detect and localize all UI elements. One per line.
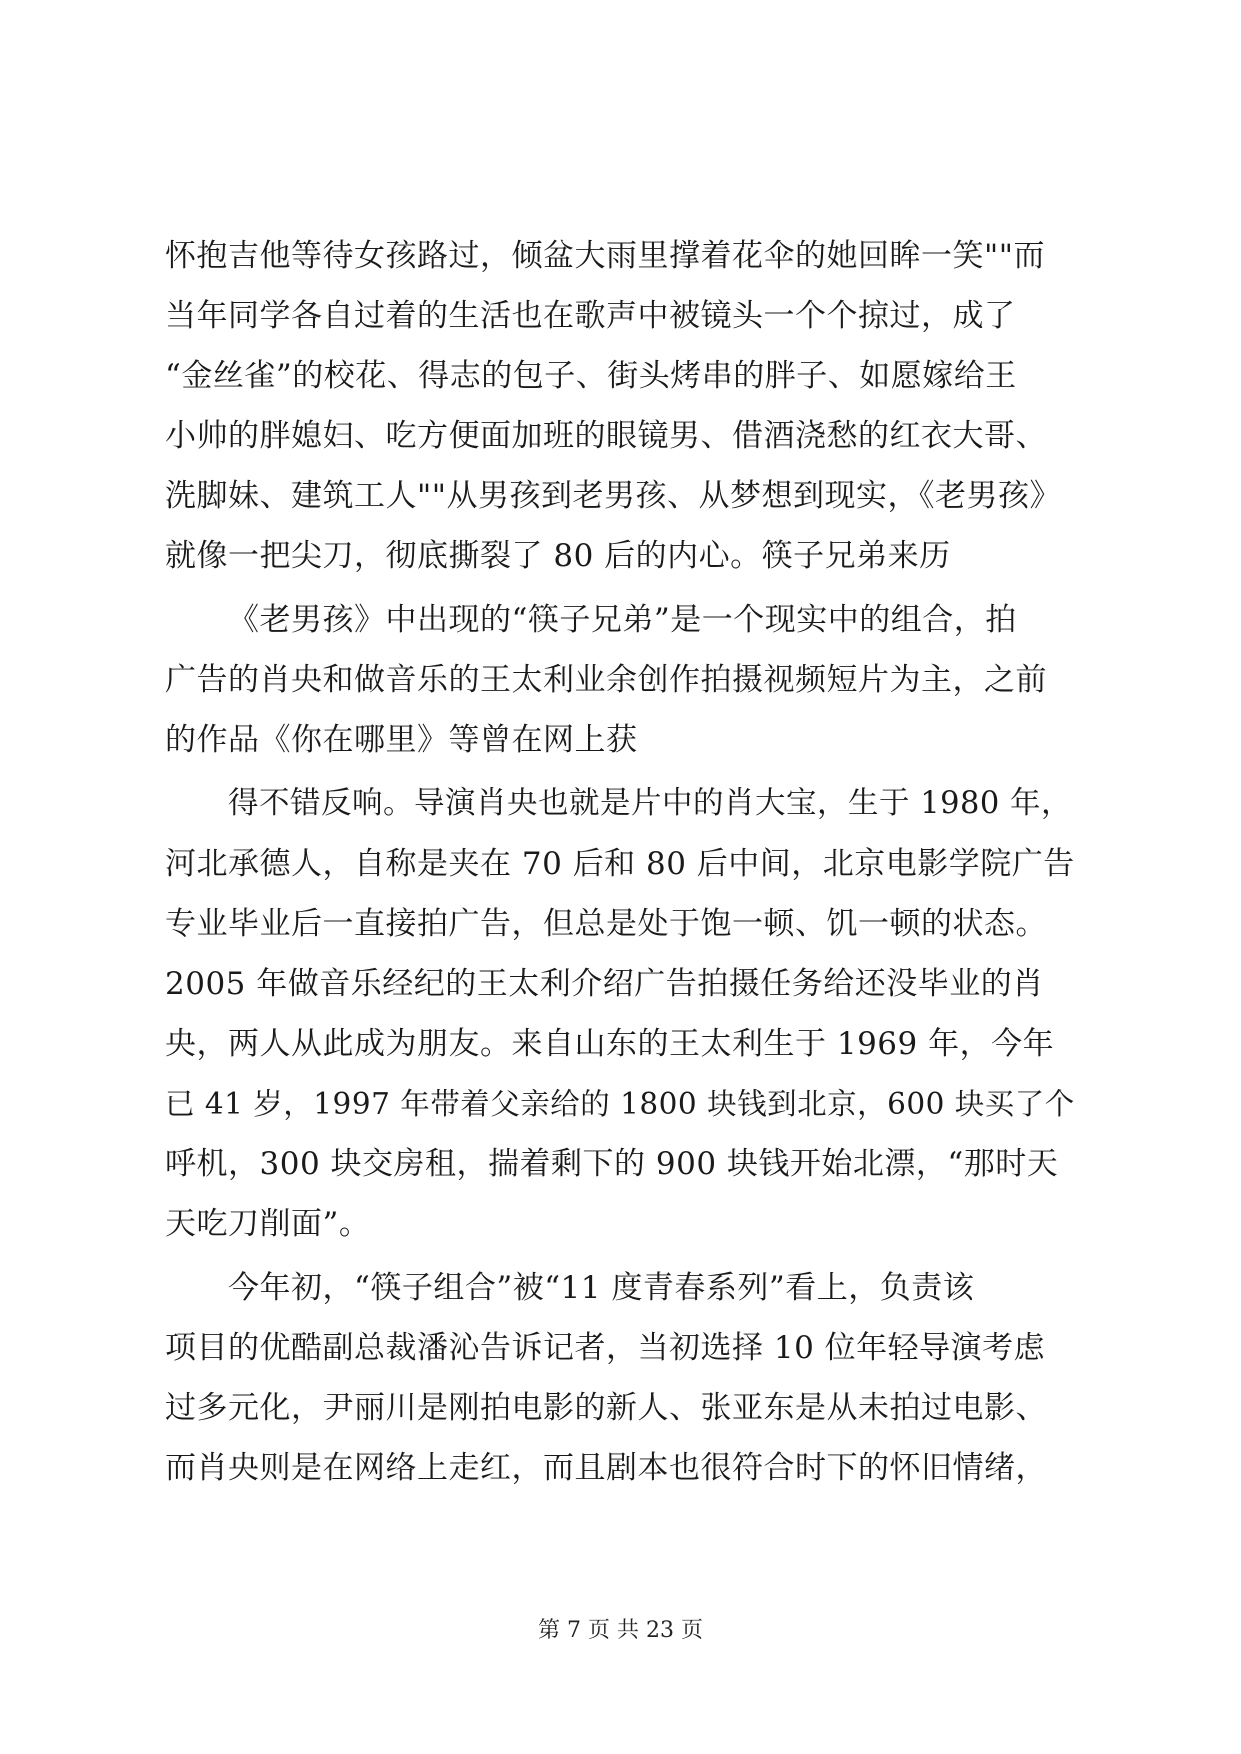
text-line: 已 41 岁，1997 年带着父亲给的 1800 块钱到北京，600 块买了个	[165, 1087, 1075, 1121]
text-line: “金丝雀”的校花、得志的包子、街头烤串的胖子、如愿嫁给王	[165, 358, 1017, 394]
text-line: 得不错反响。导演肖央也就是片中的肖大宝，生于 1980 年，	[228, 786, 1073, 821]
text-line: 《老男孩》中出现的“筷子兄弟”是一个现实中的组合，拍	[228, 602, 1017, 638]
text-line: 过多元化，尹丽川是刚拍电影的新人、张亚东是从未拍过电影、	[165, 1390, 1047, 1426]
page-number: 第 7 页 共 23 页	[538, 1618, 703, 1643]
paragraph-3	[165, 774, 1085, 1254]
text-line: 天吃刀削面”。	[165, 1206, 371, 1242]
text-line: 而肖央则是在网络上走红，而且剧本也很符合时下的怀旧情绪，	[165, 1450, 1047, 1486]
text-line: 2005 年做音乐经纪的王太利介绍广告拍摄任务给还没毕业的肖	[165, 966, 1044, 1002]
text-line: 今年初，“筷子组合”被“11 度青春系列”看上，负责该	[228, 1270, 975, 1306]
body-text	[165, 226, 1085, 1498]
text-line: 就像一把尖刀，彻底撕裂了 80 后的内心。筷子兄弟来历	[165, 538, 951, 574]
text-line: 广告的肖央和做音乐的王太利业余创作拍摄视频短片为主，之前	[165, 662, 1047, 698]
text-line: 的作品《你在哪里》等曾在网上获	[165, 722, 638, 758]
text-line: 当年同学各自过着的生活也在歌声中被镜头一个个掠过，成了	[165, 298, 1016, 334]
text-line: 呼机，300 块交房租，揣着剩下的 900 块钱开始北漂，“那时天	[165, 1146, 1059, 1182]
paragraph-4	[165, 1258, 1085, 1498]
text-line: 怀抱吉他等待女孩路过，倾盆大雨里撑着花伞的她回眸一笑""而	[165, 238, 1046, 274]
text-line: 央，两人从此成为朋友。来自山东的王太利生于 1969 年，今年	[165, 1026, 1055, 1062]
text-line: 小帅的胖媳妇、吃方便面加班的眼镜男、借酒浇愁的红衣大哥、	[165, 418, 1047, 454]
paragraph-2	[165, 590, 1085, 770]
text-line: 河北承德人，自称是夹在 70 后和 80 后中间，北京电影学院广告	[165, 846, 1075, 882]
text-line: 洗脚妹、建筑工人""从男孩到老男孩、从梦想到现实，《老男孩》	[165, 478, 1062, 514]
text-line: 专业毕业后一直接拍广告，但总是处于饱一顿、饥一顿的状态。	[165, 906, 1047, 942]
page-footer	[0, 1616, 1241, 1646]
paragraph-1	[165, 226, 1085, 586]
text-line: 项目的优酷副总裁潘沁告诉记者，当初选择 10 位年轻导演考虑	[165, 1330, 1046, 1366]
